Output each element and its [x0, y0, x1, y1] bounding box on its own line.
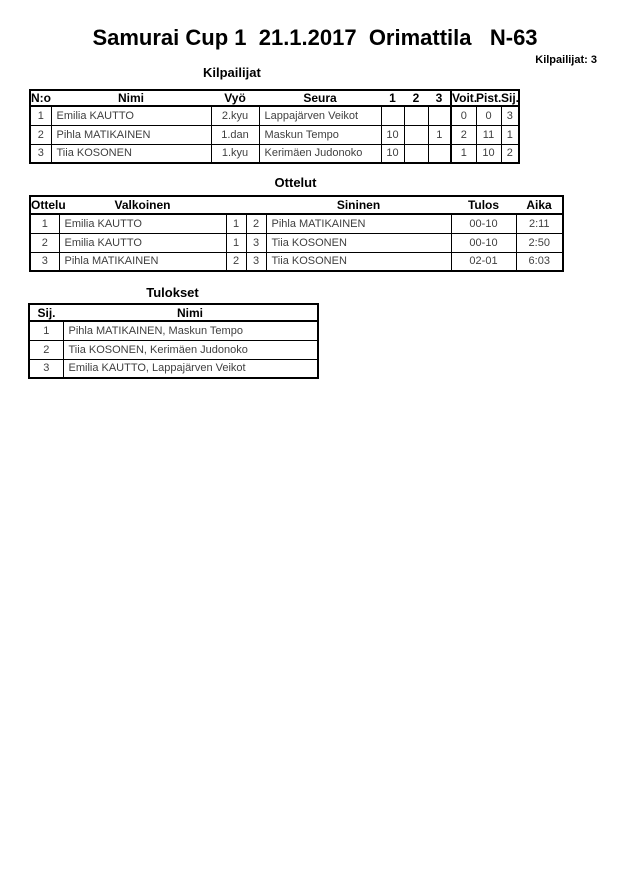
col-header-valkoinen-no — [226, 196, 246, 214]
cell-nimi: Pihla MATIKAINEN — [51, 125, 211, 144]
cell-place: 3 — [29, 359, 63, 378]
cell-nimi: Tiia KOSONEN — [51, 144, 211, 163]
cell-seura: Maskun Tempo — [259, 125, 381, 144]
col-header-vyo: Vyö — [211, 90, 259, 106]
cell-white-name: Emilia KAUTTO — [59, 214, 226, 233]
tulokset-row — [29, 359, 318, 378]
cell-time: 6:03 — [516, 252, 563, 271]
cell-no: 3 — [30, 144, 51, 163]
cell-round-1: 10 — [381, 125, 404, 144]
cell-sij: 3 — [501, 106, 519, 125]
cell-round-2 — [404, 144, 428, 163]
cell-white-no: 2 — [226, 252, 246, 271]
col-header-voit: Voit. — [452, 91, 478, 105]
ottelut-header-row — [30, 196, 563, 214]
cell-place: 1 — [29, 321, 63, 340]
page-title: Samurai Cup 1 21.1.2017 Orimattila N-63 — [92, 25, 538, 50]
kilpailijat-table — [29, 89, 520, 164]
cell-round-2 — [404, 125, 428, 144]
kilpailijat-row — [30, 125, 519, 144]
cell-round-1: 10 — [381, 144, 404, 163]
tulokset-header-row — [29, 304, 318, 321]
cell-score: 00-10 — [451, 233, 516, 252]
cell-name-club: Pihla MATIKAINEN, Maskun Tempo — [63, 321, 318, 340]
col-header-nimi: Nimi — [63, 304, 318, 321]
cell-score: 02-01 — [451, 252, 516, 271]
col-header-no: N:o — [31, 91, 51, 105]
cell-nimi: Emilia KAUTTO — [51, 106, 211, 125]
col-header-ottelu: Ottelu — [31, 198, 66, 212]
cell-vyo: 1.kyu — [211, 144, 259, 163]
col-header-sininen: Sininen — [266, 196, 451, 214]
cell-score: 00-10 — [451, 214, 516, 233]
cell-name-club: Tiia KOSONEN, Kerimäen Judonoko — [63, 340, 318, 359]
cell-pist: 0 — [476, 106, 501, 125]
col-header-sininen-no — [246, 196, 266, 214]
col-header-sij: Sij. — [29, 304, 63, 321]
col-header-tulos: Tulos — [451, 196, 516, 214]
ottelut-table — [29, 195, 564, 272]
cell-no: 1 — [30, 106, 51, 125]
cell-sij: 2 — [501, 144, 519, 163]
cell-no: 2 — [30, 125, 51, 144]
cell-seura: Lappajärven Veikot — [259, 106, 381, 125]
cell-seura: Kerimäen Judonoko — [259, 144, 381, 163]
cell-white-name: Pihla MATIKAINEN — [59, 252, 226, 271]
cell-blue-name: Tiia KOSONEN — [266, 252, 451, 271]
cell-place: 2 — [29, 340, 63, 359]
cell-white-no: 1 — [226, 233, 246, 252]
cell-time: 2:11 — [516, 214, 563, 233]
section-heading-kilpailijat: Kilpailijat — [203, 65, 261, 80]
col-header-valkoinen: Valkoinen — [59, 196, 226, 214]
cell-round-3 — [428, 144, 451, 163]
cell-match-no: 2 — [30, 233, 59, 252]
section-heading-tulokset: Tulokset — [146, 285, 199, 300]
cell-blue-name: Pihla MATIKAINEN — [266, 214, 451, 233]
cell-pist: 11 — [476, 125, 501, 144]
ottelut-row — [30, 214, 563, 233]
tulokset-row — [29, 340, 318, 359]
cell-round-2 — [404, 106, 428, 125]
col-header-2: 2 — [404, 90, 428, 106]
kilpailijat-row — [30, 144, 519, 163]
cell-white-no: 1 — [226, 214, 246, 233]
col-header-aika: Aika — [516, 196, 563, 214]
cell-blue-no: 3 — [246, 233, 266, 252]
ottelut-row — [30, 252, 563, 271]
col-header-1: 1 — [381, 90, 404, 106]
cell-pist: 10 — [476, 144, 501, 163]
cell-match-no: 1 — [30, 214, 59, 233]
cell-blue-no: 2 — [246, 214, 266, 233]
cell-blue-no: 3 — [246, 252, 266, 271]
cell-round-3 — [428, 106, 451, 125]
cell-voit: 2 — [451, 125, 476, 144]
cell-sij: 1 — [501, 125, 519, 144]
cell-round-1 — [381, 106, 404, 125]
col-header-seura: Seura — [259, 90, 381, 106]
kilpailijat-row — [30, 106, 519, 125]
cell-vyo: 1.dan — [211, 125, 259, 144]
cell-blue-name: Tiia KOSONEN — [266, 233, 451, 252]
cell-white-name: Emilia KAUTTO — [59, 233, 226, 252]
cell-voit: 1 — [451, 144, 476, 163]
cell-name-club: Emilia KAUTTO, Lappajärven Veikot — [63, 359, 318, 378]
competitors-count-label: Kilpailijat: 3 — [535, 54, 597, 66]
cell-match-no: 3 — [30, 252, 59, 271]
ottelut-row — [30, 233, 563, 252]
col-header-3: 3 — [428, 90, 451, 106]
cell-vyo: 2.kyu — [211, 106, 259, 125]
cell-time: 2:50 — [516, 233, 563, 252]
col-header-sij: Sij. — [501, 91, 520, 105]
kilpailijat-header-row — [30, 90, 519, 106]
cell-round-3: 1 — [428, 125, 451, 144]
tulokset-table — [28, 303, 319, 379]
col-header-pist: Pist. — [476, 91, 502, 105]
cell-voit: 0 — [451, 106, 476, 125]
section-heading-ottelut: Ottelut — [274, 175, 317, 190]
tulokset-row — [29, 321, 318, 340]
col-header-nimi: Nimi — [51, 90, 211, 106]
